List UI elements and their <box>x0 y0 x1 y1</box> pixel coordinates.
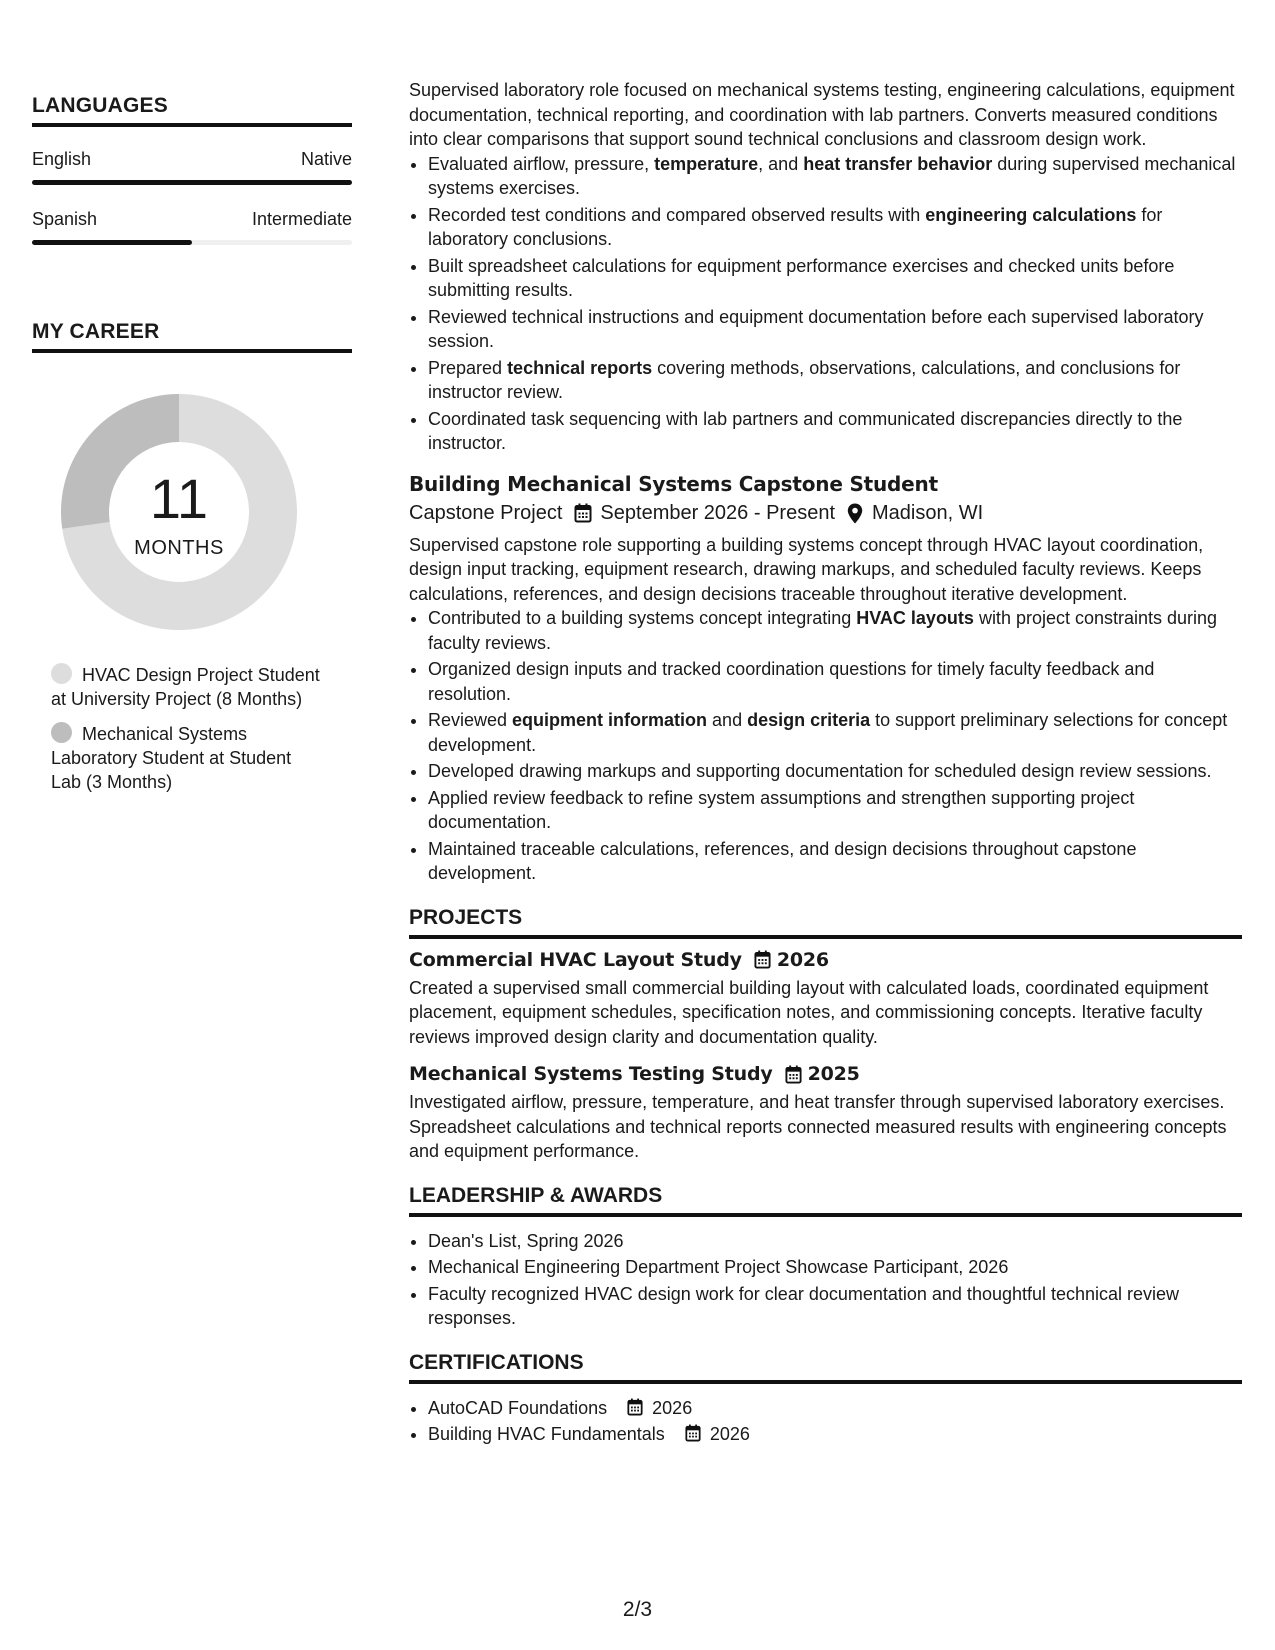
certification-year: 2026 <box>709 1424 750 1444</box>
language-item <box>32 209 352 245</box>
leadership-heading: LEADERSHIP & AWARDS <box>409 1184 1242 1217</box>
lab-role-bullet: • Prepared technical reports covering methods, observations, calculations, and conclusions for instructor review. <box>428 356 1242 405</box>
languages-heading: LANGUAGES <box>32 94 352 127</box>
legend-dot-icon <box>51 722 72 743</box>
career-heading: MY CAREER <box>32 320 352 353</box>
job-dates: September 2026 - Present <box>600 501 836 524</box>
legend-dot-icon <box>51 663 72 684</box>
project-description: Investigated airflow, pressure, temperature, and heat transfer through supervised laboratory exercises. Spreadsheet calculations and technical reports connected measured results with engineering concepts and equipment performance. <box>409 1092 1227 1161</box>
job-company: Capstone Project <box>409 501 563 524</box>
calendar-icon <box>685 1424 701 1442</box>
project-item <box>409 1063 1242 1164</box>
page-number: 2/3 <box>622 1598 653 1621</box>
certifications-heading: CERTIFICATIONS <box>409 1351 1242 1384</box>
lab-role-bullet: • Built spreadsheet calculations for equipment performance exercises and checked units before submitting results. <box>428 254 1242 303</box>
lab-role-bullets <box>409 152 1242 456</box>
language-proficiency-bar <box>32 180 352 185</box>
projects-heading: PROJECTS <box>409 906 1242 939</box>
career-total-unit: MONTHS <box>134 536 224 559</box>
language-proficiency-bar <box>32 240 352 245</box>
capstone-bullet: • Developed drawing markups and supporting documentation for scheduled design review sessions. <box>428 759 1242 784</box>
certification-name: Building HVAC Fundamentals <box>428 1424 665 1444</box>
capstone-bullet: • Applied review feedback to refine system assumptions and strengthen supporting project documentation. <box>428 786 1242 835</box>
language-level: Intermediate <box>251 209 352 229</box>
project-year: 2026 <box>776 948 829 971</box>
language-name: English <box>32 149 92 169</box>
language-name: Spanish <box>32 209 98 229</box>
project-name: Commercial HVAC Layout Study <box>409 948 742 971</box>
career-legend-label: HVAC Design Project Student at University Project (8 Months) <box>51 665 320 709</box>
project-item <box>409 949 1242 1050</box>
job-meta <box>409 502 1242 525</box>
certification-item <box>428 1422 1242 1447</box>
certifications-list <box>409 1396 1242 1447</box>
list-item: • Faculty recognized HVAC design work for clear documentation and thoughtful technical review responses. <box>428 1282 1242 1331</box>
capstone-summary: Supervised capstone role supporting a building systems concept through HVAC layout coordination, design input tracking, equipment research, drawing markups, and scheduled faculty reviews. Keeps calculations, references, and design decisions traceable throughout iterative development. <box>409 534 1204 604</box>
calendar-icon <box>627 1398 643 1416</box>
job-title: Building Mechanical Systems Capstone Student <box>409 471 938 496</box>
certification-name: AutoCAD Foundations <box>428 1397 608 1418</box>
career-legend-item <box>51 663 321 711</box>
capstone-bullets <box>409 606 1242 886</box>
capstone-bullet: • Maintained traceable calculations, references, and design decisions throughout capstone development. <box>428 837 1242 886</box>
career-donut-chart <box>54 387 304 637</box>
career-legend-item <box>51 722 321 794</box>
career-legend <box>51 663 321 794</box>
capstone-bullet: • Reviewed equipment information and design criteria to support preliminary selections for concept development. <box>428 708 1242 757</box>
lab-role-bullet: • Recorded test conditions and compared observed results with engineering calculations for laboratory conclusions. <box>428 203 1242 252</box>
career-total-value: 11 <box>149 466 209 530</box>
calendar-icon <box>785 1065 802 1084</box>
project-year: 2025 <box>807 1063 860 1085</box>
leadership-list <box>409 1229 1242 1331</box>
location-pin-icon <box>847 503 863 524</box>
language-level: Native <box>300 149 352 169</box>
right-column <box>409 78 1242 1449</box>
project-name: Mechanical Systems Testing Study <box>409 1063 773 1085</box>
job-location: Madison, WI <box>872 501 984 524</box>
calendar-icon <box>574 503 592 523</box>
language-proficiency-fill <box>32 240 192 245</box>
lab-role-bullet: • Coordinated task sequencing with lab partners and communicated discrepancies directly to the instructor. <box>428 407 1242 456</box>
career-legend-label: Mechanical Systems Laboratory Student at Student Lab (3 Months) <box>51 724 292 792</box>
list-item: • Dean's List, Spring 2026 <box>428 1229 1242 1254</box>
language-proficiency-fill <box>32 180 352 185</box>
list-item: • Mechanical Engineering Department Project Showcase Participant, 2026 <box>428 1255 1242 1280</box>
language-item <box>32 149 352 185</box>
capstone-bullet: • Contributed to a building systems concept integrating HVAC layouts with project constraints during faculty reviews. <box>428 606 1242 655</box>
certification-year: 2026 <box>652 1397 693 1418</box>
certification-item <box>428 1396 1242 1421</box>
lab-role-summary: Supervised laboratory role focused on mechanical systems testing, engineering calculations, equipment documentation, technical reporting, and coordination with lab partners. Converts measured conditions into clear comparisons that support sound technical conclusions and classroom design work. <box>409 80 1235 149</box>
calendar-icon <box>754 950 771 969</box>
lab-role-bullet: • Reviewed technical instructions and equipment documentation before each supervised laboratory session. <box>428 305 1242 354</box>
lab-role-bullet: • Evaluated airflow, pressure, temperature, and heat transfer behavior during supervised mechanical systems exercises. <box>428 152 1242 201</box>
project-description: Created a supervised small commercial building layout with calculated loads, coordinated equipment placement, equipment schedules, specification notes, and commissioning concepts. Iterative faculty reviews improved design clarity and documentation quality. <box>409 977 1209 1047</box>
left-column <box>32 94 352 805</box>
capstone-bullet: • Organized design inputs and tracked coordination questions for timely faculty feedback and resolution. <box>428 657 1242 706</box>
